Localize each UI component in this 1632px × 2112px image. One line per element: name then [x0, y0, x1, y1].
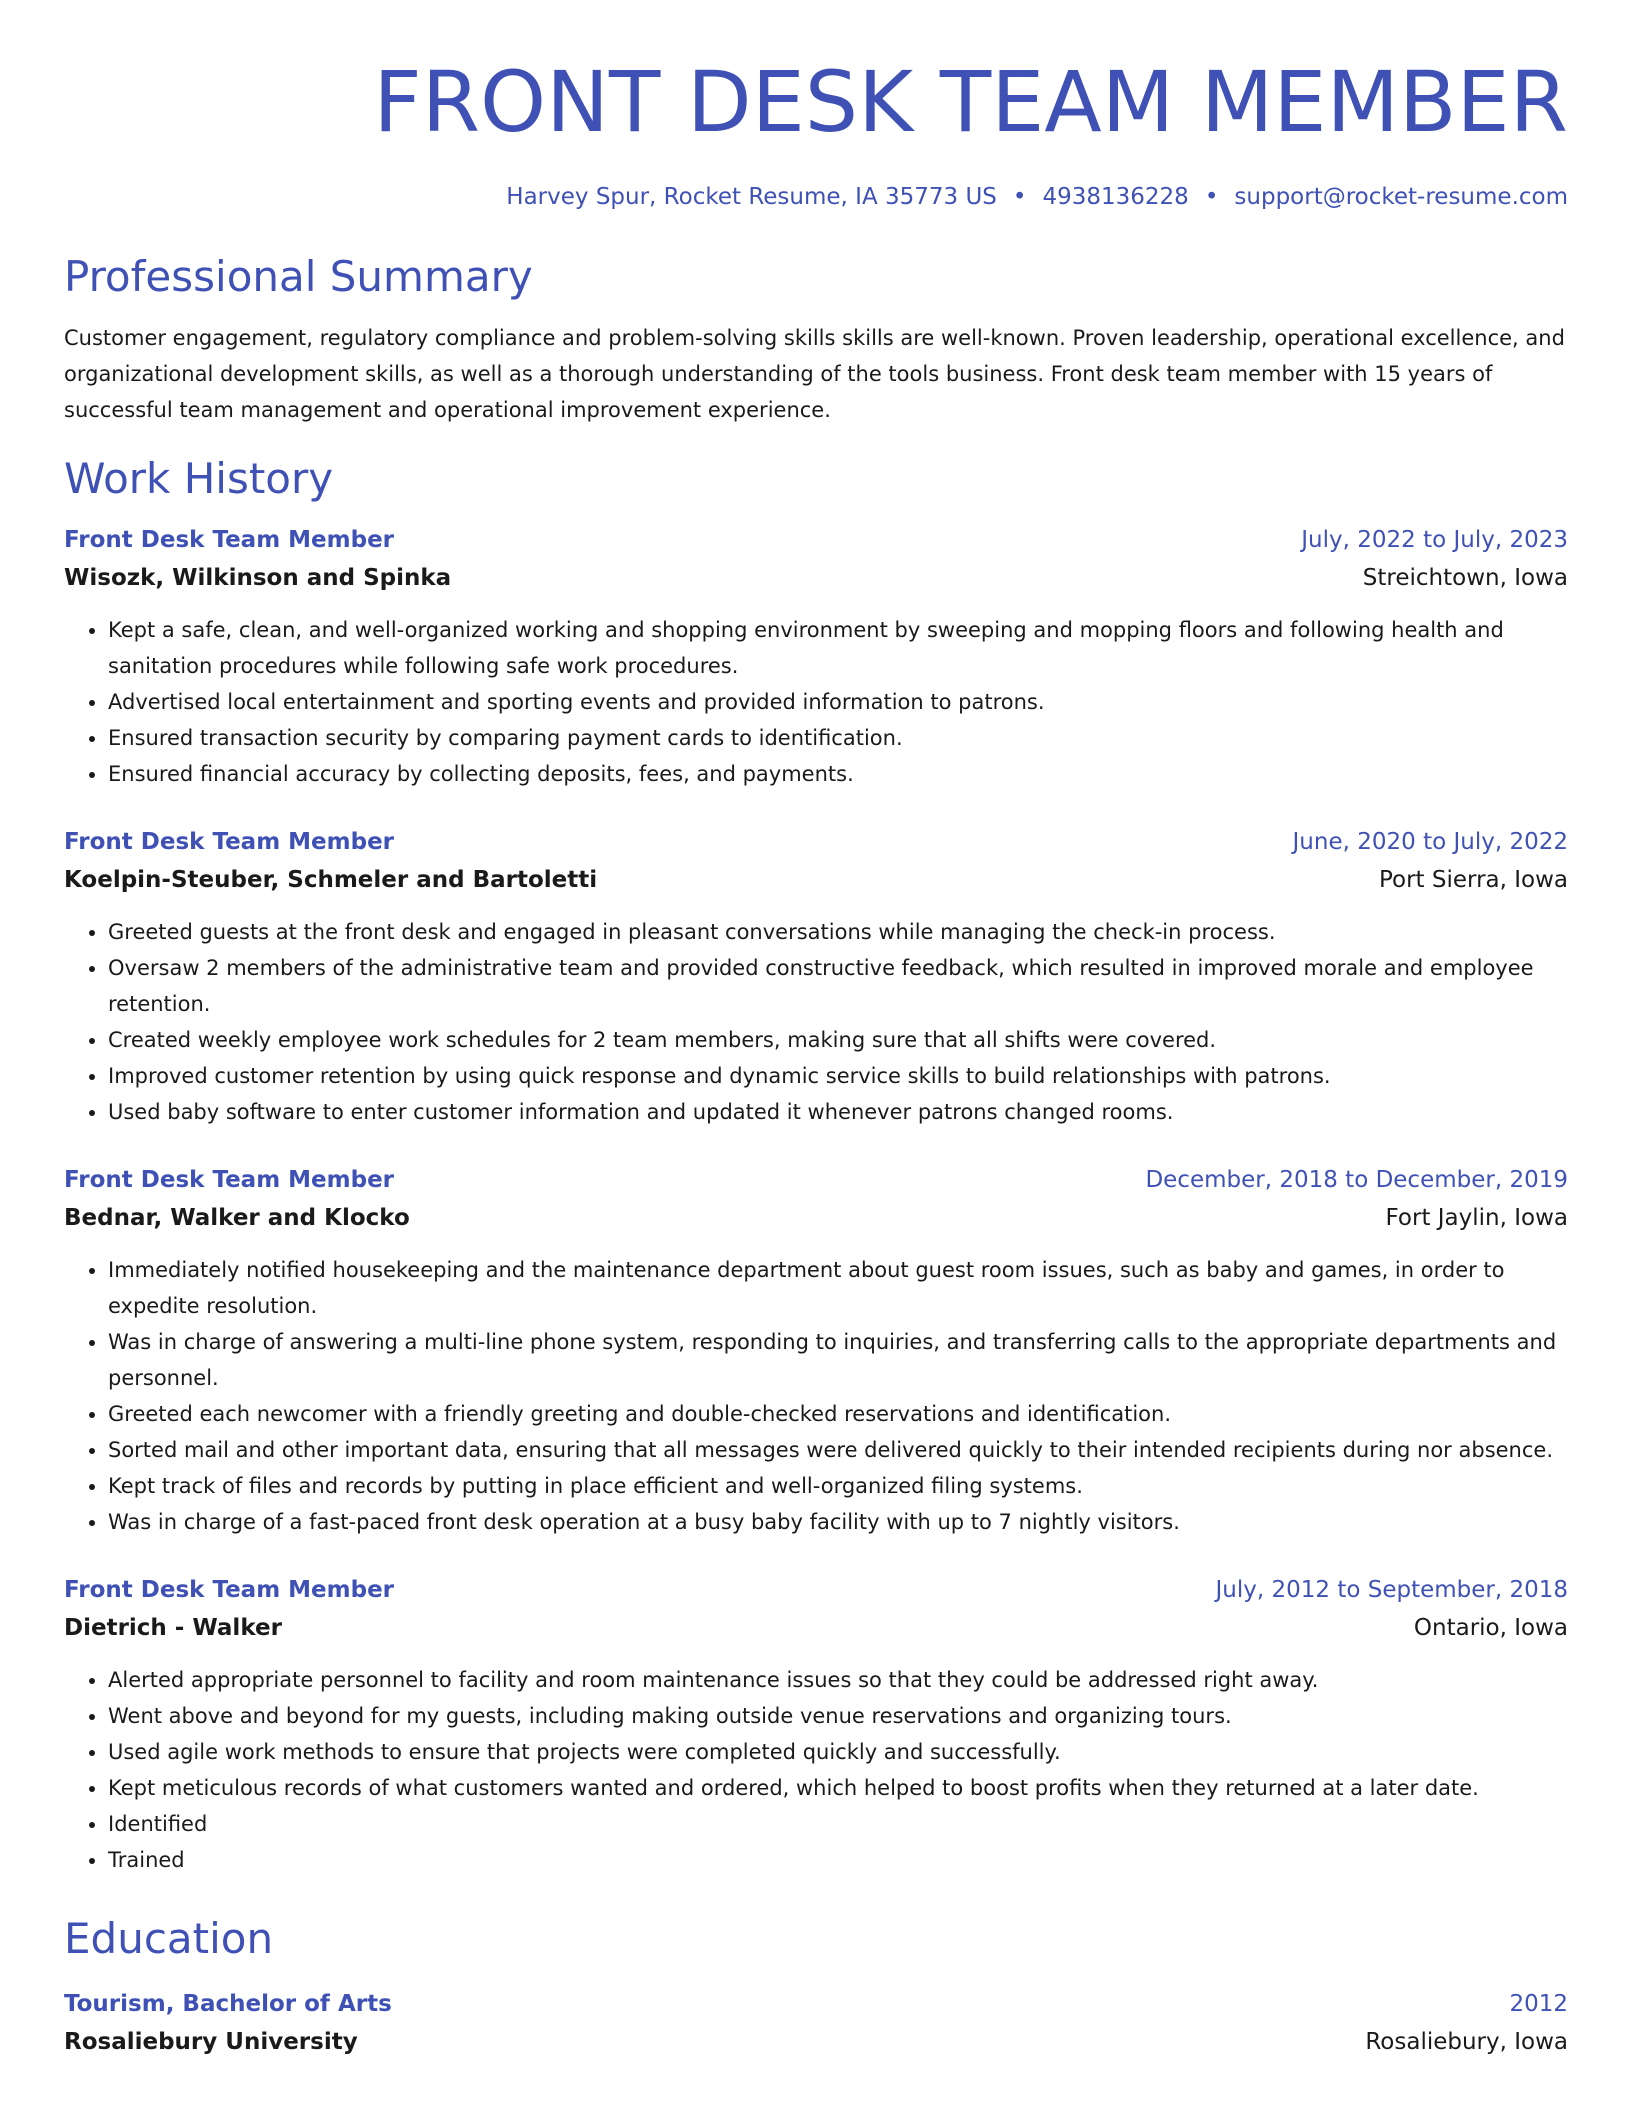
resume-header — [64, 0, 1568, 212]
job-company: Koelpin-Steuber, Schmeler and Bartoletti — [64, 867, 598, 893]
job-bullet: • Identified — [108, 1806, 1568, 1842]
job-title: Front Desk Team Member — [64, 1167, 395, 1193]
job-entry — [64, 1162, 1568, 1540]
job-title: Front Desk Team Member — [64, 527, 395, 553]
education-year: 2012 — [1509, 1991, 1568, 2017]
job-bullet: • Greeted each newcomer with a friendly greeting and double-checked reservations and identification. — [108, 1396, 1568, 1432]
contact-separator: • — [1204, 184, 1219, 210]
job-bullet: • Oversaw 2 members of the administrative team and provided constructive feedback, which resulted in improved morale and employee retention. — [108, 950, 1568, 1022]
job-bullet: • Used agile work methods to ensure that projects were completed quickly and successfully. — [108, 1734, 1568, 1770]
job-entry — [64, 1572, 1568, 1878]
contact-phone: 4938136228 — [1042, 184, 1189, 210]
contact-address: Harvey Spur, Rocket Resume, IA 35773 US — [506, 184, 997, 210]
job-dates: July, 2022 to July, 2023 — [1301, 527, 1568, 553]
job-entry — [64, 522, 1568, 792]
job-bullet: • Was in charge of answering a multi-line phone system, responding to inquiries, and transferring calls to the appropriate departments and personnel. — [108, 1324, 1568, 1396]
job-bullet: • Used baby software to enter customer information and updated it whenever patrons changed rooms. — [108, 1094, 1568, 1130]
job-company: Dietrich - Walker — [64, 1615, 282, 1641]
job-bullet: • Kept meticulous records of what customers wanted and ordered, which helped to boost profits when they returned at a later date. — [108, 1770, 1568, 1806]
job-bullet: • Ensured transaction security by comparing payment cards to identification. — [108, 720, 1568, 756]
summary-heading: Professional Summary — [64, 252, 533, 301]
job-bullet: • Ensured financial accuracy by collecting deposits, fees, and payments. — [108, 756, 1568, 792]
job-bullet: • Improved customer retention by using quick response and dynamic service skills to build relationships with patrons. — [108, 1058, 1568, 1094]
work-history-heading: Work History — [64, 454, 334, 503]
job-title: Front Desk Team Member — [64, 829, 395, 855]
job-company: Wisozk, Wilkinson and Spinka — [64, 565, 452, 591]
job-company: Bednar, Walker and Klocko — [64, 1205, 410, 1231]
candidate-name: FRONT DESK TEAM MEMBER — [373, 53, 1568, 151]
education-entry — [64, 1986, 1568, 2062]
job-bullet: • Kept track of files and records by putting in place efficient and well-organized filing systems. — [108, 1468, 1568, 1504]
job-entry — [64, 824, 1568, 1130]
job-location: Streichtown, Iowa — [1362, 565, 1568, 591]
job-bullet: • Sorted mail and other important data, ensuring that all messages were delivered quickly to their intended recipients during nor absence. — [108, 1432, 1568, 1468]
job-bullet: • Advertised local entertainment and sporting events and provided information to patrons. — [108, 684, 1568, 720]
education-degree: Tourism, Bachelor of Arts — [64, 1991, 392, 2017]
job-bullets — [64, 1662, 1568, 1878]
job-bullets — [64, 1252, 1568, 1540]
education-heading: Education — [64, 1914, 274, 1963]
job-bullet: • Alerted appropriate personnel to facility and room maintenance issues so that they could be addressed right away. — [108, 1662, 1568, 1698]
job-title: Front Desk Team Member — [64, 1577, 395, 1603]
job-location: Ontario, Iowa — [1413, 1615, 1568, 1641]
job-bullet: • Greeted guests at the front desk and engaged in pleasant conversations while managing the check-in process. — [108, 914, 1568, 950]
summary-text: Customer engagement, regulatory compliance and problem-solving skills skills are well-known. Proven leadership, operational excellence, and organizational development skills, as well as a thorough understanding of the tools business. Front desk team member with 15 years of successful team management and operational improvement experience. — [64, 326, 1565, 422]
job-location: Port Sierra, Iowa — [1378, 867, 1568, 893]
job-dates: June, 2020 to July, 2022 — [1292, 829, 1568, 855]
job-bullet: • Immediately notified housekeeping and the maintenance department about guest room issues, such as baby and games, in order to expedite resolution. — [108, 1252, 1568, 1324]
education-school: Rosaliebury University — [64, 2029, 358, 2055]
job-bullet: • Trained — [108, 1842, 1568, 1878]
contact-separator: • — [1012, 184, 1027, 210]
job-bullet: • Created weekly employee work schedules for 2 team members, making sure that all shifts were covered. — [108, 1022, 1568, 1058]
job-dates: December, 2018 to December, 2019 — [1145, 1167, 1568, 1193]
job-bullet: • Went above and beyond for my guests, including making outside venue reservations and organizing tours. — [108, 1698, 1568, 1734]
contact-email: support@rocket-resume.com — [1234, 184, 1568, 210]
job-bullets — [64, 914, 1568, 1130]
job-bullet: • Was in charge of a fast-paced front desk operation at a busy baby facility with up to 7 nightly visitors. — [108, 1504, 1568, 1540]
job-dates: July, 2012 to September, 2018 — [1215, 1577, 1568, 1603]
job-bullets — [64, 612, 1568, 792]
education-location: Rosaliebury, Iowa — [1365, 2029, 1568, 2055]
job-bullet: • Kept a safe, clean, and well-organized working and shopping environment by sweeping and mopping floors and following health and sanitation procedures while following safe work procedures. — [108, 612, 1568, 684]
contact-line — [64, 182, 1568, 212]
job-location: Fort Jaylin, Iowa — [1385, 1205, 1568, 1231]
